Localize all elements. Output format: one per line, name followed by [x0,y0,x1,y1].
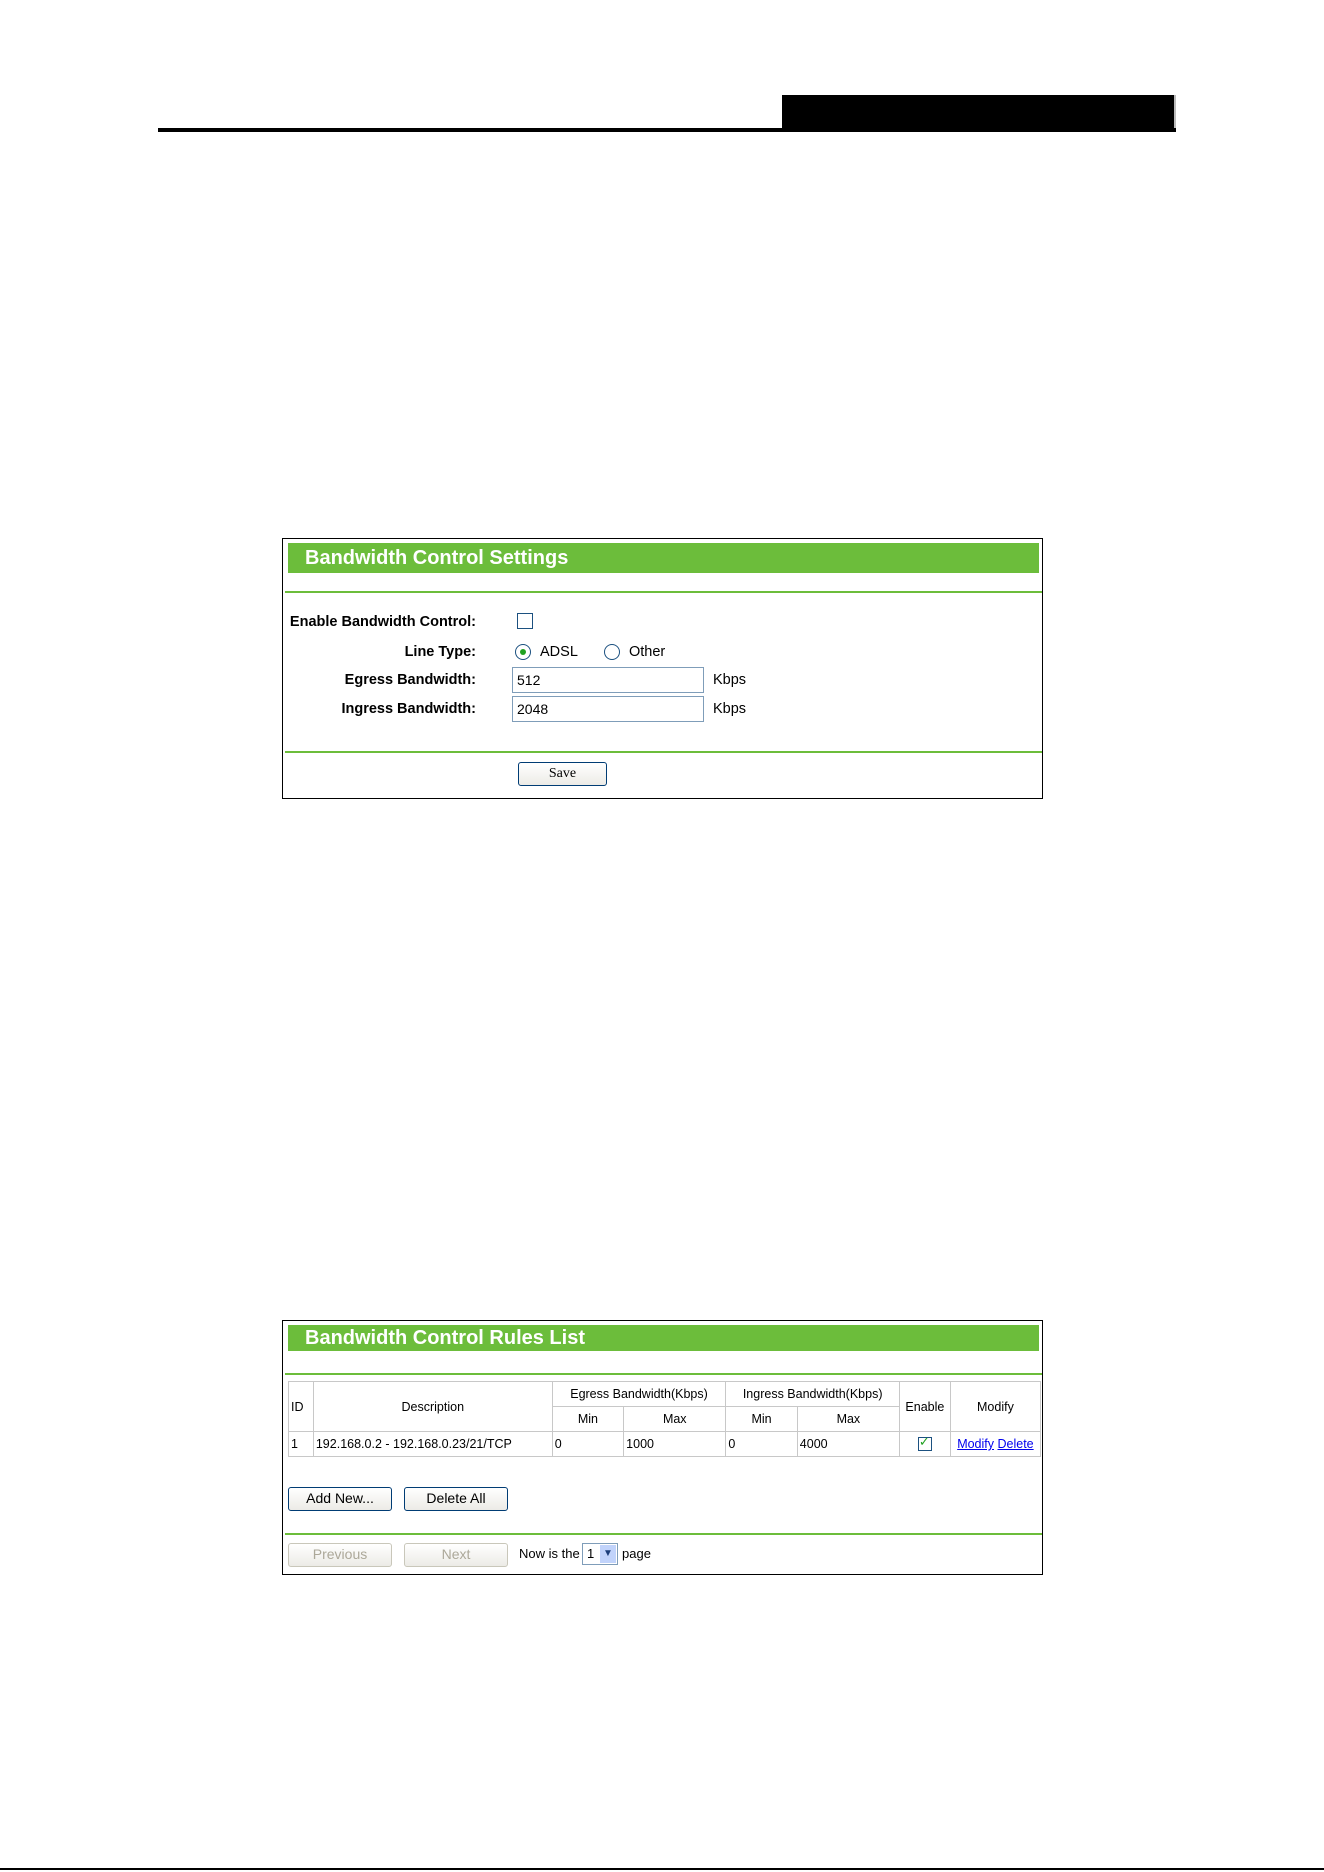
delete-all-button[interactable]: Delete All [404,1487,508,1511]
row-egress-max: 1000 [624,1432,726,1457]
page-select[interactable] [582,1543,618,1565]
row-id: 1 [289,1432,314,1457]
header-rule [158,128,1176,132]
adsl-option-label: ADSL [540,644,578,660]
egress-bandwidth-input[interactable]: 512 [512,667,704,693]
header-block [782,95,1176,132]
enable-bandwidth-checkbox[interactable] [517,613,533,629]
col-egress-max: Max [624,1407,726,1432]
col-modify: Modify [950,1382,1040,1432]
modify-link[interactable]: Modify [957,1437,995,1451]
bandwidth-rules-panel [282,1320,1043,1575]
enable-label: Enable Bandwidth Control: [289,614,476,630]
row-egress-min: 0 [552,1432,623,1457]
page-select-value: 1 [587,1546,595,1561]
row-enable-checkbox[interactable] [918,1437,932,1451]
chevron-down-icon: ▼ [600,1545,616,1563]
col-egress: Egress Bandwidth(Kbps) [552,1382,726,1407]
row-enable-cell [899,1432,950,1457]
egress-unit: Kbps [713,672,747,688]
enable-row [283,609,1042,635]
previous-button[interactable]: Previous [288,1543,392,1567]
col-description: Description [313,1382,552,1432]
divider [285,1373,1042,1375]
col-ingress-max: Max [797,1407,899,1432]
divider [285,751,1042,753]
col-egress-min: Min [552,1407,623,1432]
divider [285,1533,1042,1535]
ingress-bandwidth-input[interactable]: 2048 [512,696,704,722]
footer-rule [0,1868,1324,1870]
ingress-unit: Kbps [713,701,747,717]
other-radio[interactable] [604,644,620,660]
col-enable: Enable [899,1382,950,1432]
row-modify-cell [950,1432,1040,1457]
col-id: ID [289,1382,314,1432]
table-row [289,1432,1041,1457]
line-type-row [283,639,1042,665]
add-new-button[interactable]: Add New... [288,1487,392,1511]
adsl-radio[interactable] [515,644,531,660]
other-option-label: Other [629,644,666,660]
egress-label: Egress Bandwidth: [344,672,476,688]
next-button[interactable]: Next [404,1543,508,1567]
pager-now-text: Now is the [519,1546,580,1561]
row-description: 192.168.0.2 - 192.168.0.23/21/TCP [313,1432,552,1457]
save-button[interactable]: Save [518,762,607,786]
line-type-label: Line Type: [404,644,476,660]
rules-table [288,1381,1041,1457]
row-ingress-min: 0 [726,1432,797,1457]
panel-title: Bandwidth Control Settings [288,543,1039,573]
pager-page-text: page [622,1546,651,1561]
col-ingress-min: Min [726,1407,797,1432]
header-block-edge [1174,95,1176,132]
ingress-row [283,696,1042,722]
egress-row [283,667,1042,693]
row-ingress-max: 4000 [797,1432,899,1457]
delete-link[interactable]: Delete [997,1437,1034,1451]
col-ingress: Ingress Bandwidth(Kbps) [726,1382,900,1407]
bandwidth-settings-panel [282,538,1043,799]
panel-title: Bandwidth Control Rules List [288,1325,1039,1351]
ingress-label: Ingress Bandwidth: [341,701,476,717]
divider [285,591,1042,593]
